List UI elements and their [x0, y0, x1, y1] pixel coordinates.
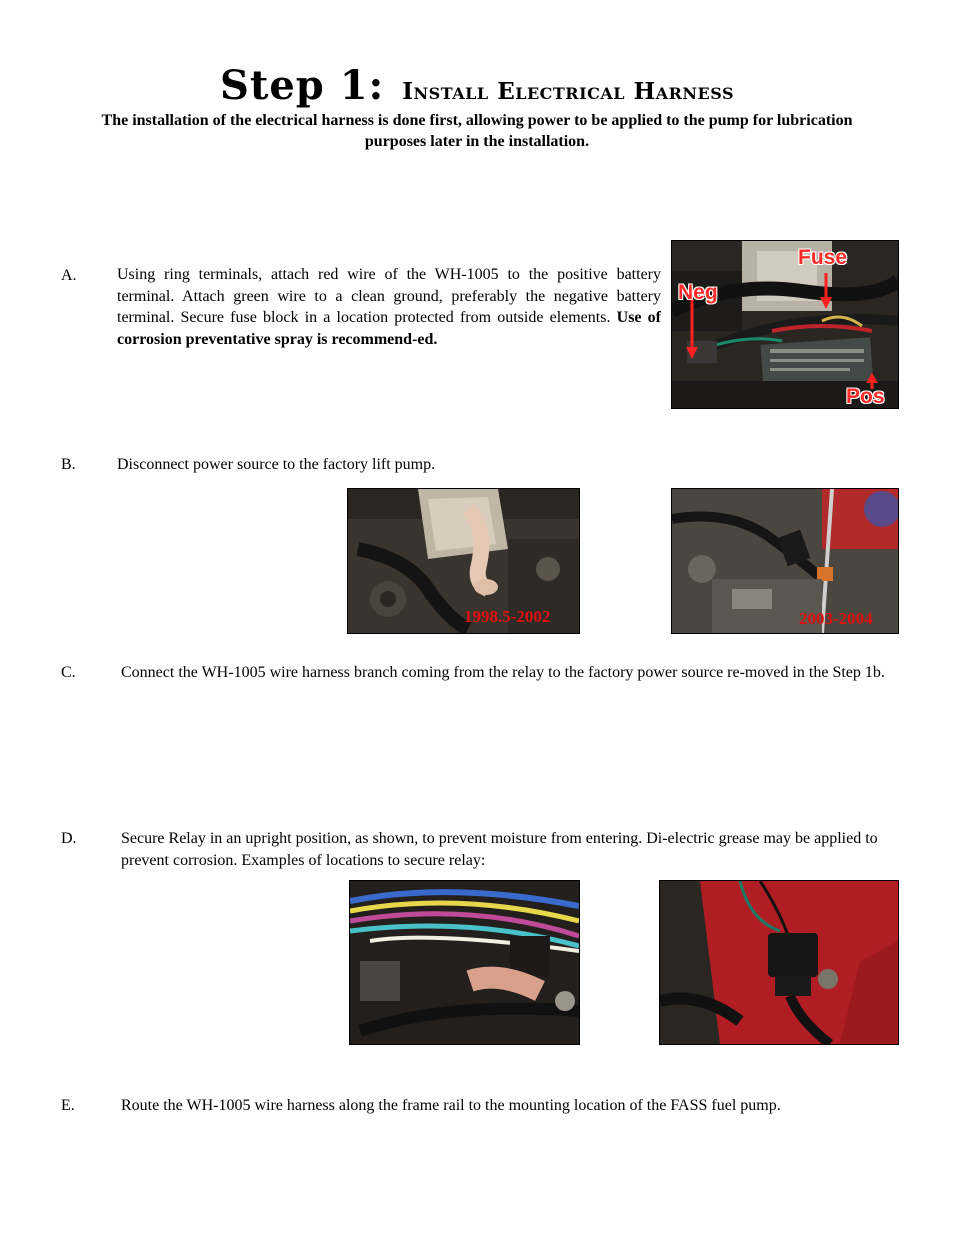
step-d-letter: D.	[61, 830, 77, 847]
step-a-body: Using ring terminals, attach red wire of the WH-1005 to the positive battery terminal. Attach green wire to a clean ground, preferably the negative battery terminal. Secure fuse block in a location protected from outside elements.	[117, 266, 661, 326]
page-title	[0, 62, 954, 109]
lift-pump-photo-2003	[671, 488, 899, 634]
step-e-text: Route the WH-1005 wire harness along the frame rail to the mounting location of the FASS fuel pump.	[121, 1097, 781, 1114]
pos-label: Pos	[846, 385, 885, 408]
step-a-text	[117, 264, 661, 350]
caption-2003: 2003-2004	[799, 609, 873, 628]
step-a-letter: A.	[61, 267, 77, 284]
lift-pump-photo-1998	[347, 488, 580, 634]
step-d-text: Secure Relay in an upright position, as shown, to prevent moisture from entering. Di-electric grease may be applied to prevent corrosion. Examples of locations to secure relay:	[121, 830, 878, 869]
step-heading: Install Electrical Harness	[402, 78, 735, 105]
relay-photo-1	[349, 880, 580, 1045]
battery-photo	[671, 240, 899, 409]
neg-label: Neg	[678, 281, 718, 304]
step-b-letter: B.	[61, 456, 76, 473]
fuse-label: Fuse	[798, 246, 848, 269]
intro-text: The installation of the electrical harness is done first, allowing power to be applied to the pump for lubrication purposes later in the installation.	[101, 112, 853, 150]
step-c-text: Connect the WH-1005 wire harness branch coming from the relay to the factory power source re-moved in the Step 1b.	[121, 664, 885, 681]
caption-1998: 1998.5-2002	[464, 607, 551, 626]
relay-photo-2	[659, 880, 899, 1045]
step-a-bold: Use of corrosion preventative spray is recommend-ed.	[117, 309, 662, 348]
step-c-letter: C.	[61, 664, 76, 681]
step-b-text: Disconnect power source to the factory lift pump.	[117, 456, 436, 473]
step-number: Step 1:	[219, 62, 385, 109]
step-e-letter: E.	[61, 1097, 75, 1114]
